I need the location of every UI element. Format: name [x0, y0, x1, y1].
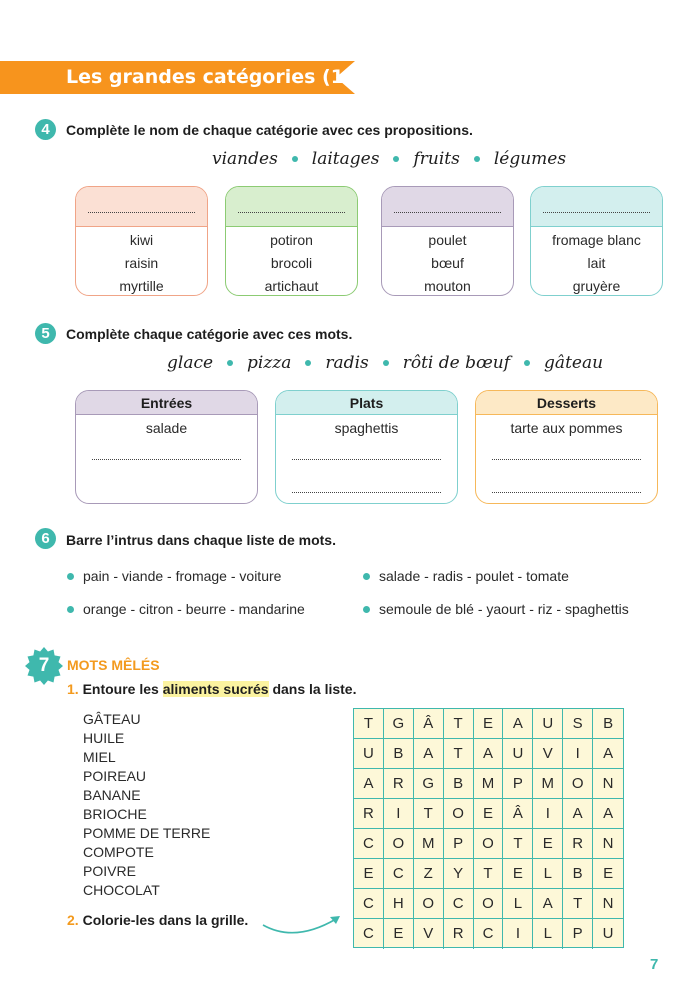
category-box-4	[530, 186, 663, 296]
meal-box-desserts	[475, 390, 658, 504]
grid-cell[interactable]: U	[533, 709, 563, 739]
answer-line[interactable]	[92, 459, 241, 460]
category-answer-field[interactable]	[76, 187, 207, 227]
step-text: Colorie-les dans la grille.	[82, 912, 249, 928]
meal-box-title: Plats	[276, 391, 457, 415]
grid-cell[interactable]: U	[354, 739, 384, 769]
word-list	[83, 710, 210, 900]
grid-cell[interactable]: P	[444, 829, 474, 859]
exercise-4-instruction: Complète le nom de chaque catégorie avec ces propositions.	[66, 122, 473, 138]
exercise-7-badge	[25, 647, 63, 685]
bullet-dot	[305, 360, 311, 366]
category-item: potiron	[270, 232, 313, 248]
category-item: myrtille	[119, 278, 164, 294]
grid-cell[interactable]: Z	[414, 859, 444, 889]
grid-cell[interactable]: M	[533, 769, 563, 799]
grid-cell[interactable]: T	[503, 829, 533, 859]
intrus-list-text: salade - radis - poulet - tomate	[379, 568, 569, 584]
grid-row	[354, 829, 623, 859]
category-item: brocoli	[270, 255, 313, 271]
grid-cell[interactable]: A	[354, 769, 384, 799]
bullet-dot	[383, 360, 389, 366]
category-items	[382, 227, 513, 296]
category-item: mouton	[424, 278, 471, 294]
grid-cell[interactable]: C	[354, 829, 384, 859]
category-answer-field[interactable]	[531, 187, 662, 227]
word-bank-item: glace	[167, 353, 214, 373]
answer-line[interactable]	[492, 492, 641, 493]
grid-cell[interactable]: G	[414, 769, 444, 799]
grid-row	[354, 919, 623, 949]
intrus-list-3[interactable]	[67, 601, 305, 617]
category-items	[76, 227, 207, 296]
grid-cell[interactable]: B	[384, 739, 414, 769]
meal-box-example: salade	[145, 420, 188, 436]
grid-cell[interactable]: E	[503, 859, 533, 889]
grid-cell[interactable]: T	[444, 739, 474, 769]
grid-cell[interactable]: O	[474, 889, 504, 919]
page-number: 7	[650, 956, 659, 973]
word-list-item[interactable]: GÂTEAU	[83, 711, 141, 727]
exercise-5-number: 5	[35, 323, 56, 344]
grid-cell[interactable]: I	[503, 919, 533, 949]
exercise-7-title: MOTS MÊLÉS	[67, 657, 160, 673]
exercise-7-step-2	[67, 912, 248, 928]
grid-cell[interactable]: A	[414, 739, 444, 769]
category-item: kiwi	[129, 232, 154, 248]
grid-cell[interactable]: T	[414, 799, 444, 829]
grid-cell[interactable]: E	[474, 709, 504, 739]
grid-cell[interactable]: A	[593, 739, 623, 769]
grid-cell[interactable]: A	[593, 799, 623, 829]
word-bank-item: laitages	[311, 149, 380, 169]
category-item: raisin	[124, 255, 159, 271]
bullet-dot	[363, 606, 370, 613]
title-banner	[0, 61, 355, 94]
word-list-item[interactable]: POMME DE TERRE	[83, 825, 211, 841]
grid-cell[interactable]: B	[444, 769, 474, 799]
bullet-dot	[227, 360, 233, 366]
grid-cell[interactable]: T	[444, 709, 474, 739]
grid-row	[354, 859, 623, 889]
dotted-line	[394, 212, 501, 213]
intrus-list-text: pain - viande - fromage - voiture	[83, 568, 282, 584]
category-answer-field[interactable]	[382, 187, 513, 227]
highlighted-text: aliments sucrés	[162, 681, 269, 697]
word-list-item[interactable]: BRIOCHE	[83, 806, 147, 822]
word-list-item[interactable]: HUILE	[83, 730, 125, 746]
grid-cell[interactable]: O	[384, 829, 414, 859]
grid-cell[interactable]: C	[354, 889, 384, 919]
answer-line[interactable]	[492, 459, 641, 460]
word-list-item[interactable]: COMPOTE	[83, 844, 154, 860]
grid-cell[interactable]: P	[503, 769, 533, 799]
grid-cell[interactable]: V	[533, 739, 563, 769]
category-item: fromage blanc	[552, 232, 641, 248]
grid-cell[interactable]: A	[503, 709, 533, 739]
category-box-2	[225, 186, 358, 296]
dotted-line	[88, 212, 195, 213]
exercise-5-instruction: Complète chaque catégorie avec ces mots.	[66, 326, 353, 342]
exercise-5-word-bank	[167, 353, 603, 373]
grid-cell[interactable]: T	[354, 709, 384, 739]
grid-cell[interactable]: B	[563, 859, 593, 889]
exercise-6-instruction: Barre l’intrus dans chaque liste de mots.	[66, 532, 336, 548]
exercise-7-number: 7	[38, 655, 50, 676]
step-text: dans la liste.	[272, 681, 357, 697]
bullet-dot	[393, 156, 399, 162]
grid-cell[interactable]: E	[474, 799, 504, 829]
arrow-icon	[260, 905, 345, 940]
grid-cell[interactable]: O	[474, 829, 504, 859]
grid-cell[interactable]: R	[444, 919, 474, 949]
grid-row	[354, 709, 623, 739]
intrus-list-4[interactable]	[363, 601, 629, 617]
word-bank-item: fruits	[413, 149, 460, 169]
category-item: poulet	[428, 232, 467, 248]
grid-cell[interactable]: R	[563, 829, 593, 859]
grid-cell[interactable]: R	[354, 799, 384, 829]
grid-cell[interactable]: C	[474, 919, 504, 949]
grid-cell[interactable]: Â	[503, 799, 533, 829]
grid-cell[interactable]: N	[593, 889, 623, 919]
exercise-4-number: 4	[35, 119, 56, 140]
category-box-1	[75, 186, 208, 296]
word-list-item[interactable]: CHOCOLAT	[83, 882, 160, 898]
meal-box-title: Desserts	[476, 391, 657, 415]
meal-box-entrees	[75, 390, 258, 504]
intrus-list-text: orange - citron - beurre - mandarine	[83, 601, 305, 617]
bullet-dot	[292, 156, 298, 162]
intrus-list-2[interactable]	[363, 568, 569, 584]
grid-cell[interactable]: A	[563, 799, 593, 829]
exercise-7-step-1	[67, 681, 357, 697]
word-bank-item: gâteau	[544, 353, 604, 373]
answer-line[interactable]	[292, 492, 441, 493]
grid-row	[354, 769, 623, 799]
grid-cell[interactable]: E	[384, 919, 414, 949]
grid-cell[interactable]: O	[444, 799, 474, 829]
category-items	[226, 227, 357, 296]
dotted-line	[238, 212, 345, 213]
grid-cell[interactable]: C	[354, 919, 384, 949]
grid-cell[interactable]: T	[474, 859, 504, 889]
category-box-3	[381, 186, 514, 296]
dotted-line	[543, 212, 650, 213]
word-list-item[interactable]: BANANE	[83, 787, 141, 803]
meal-box-example: spaghettis	[334, 420, 399, 436]
intrus-list-1[interactable]	[67, 568, 281, 584]
grid-cell[interactable]: E	[533, 829, 563, 859]
bullet-dot	[67, 606, 74, 613]
step-number: 1.	[67, 681, 79, 697]
grid-cell[interactable]: I	[563, 739, 593, 769]
category-items	[531, 227, 662, 296]
grid-cell[interactable]: L	[533, 919, 563, 949]
grid-cell[interactable]: U	[503, 739, 533, 769]
grid-cell[interactable]: U	[602, 925, 614, 942]
grid-cell[interactable]: M	[474, 769, 504, 799]
word-bank-item: légumes	[493, 149, 567, 169]
word-list-item[interactable]: MIEL	[83, 749, 116, 765]
word-bank-item: viandes	[212, 149, 278, 169]
grid-cell[interactable]: T	[563, 889, 593, 919]
word-search-grid	[353, 708, 624, 948]
bullet-dot	[67, 573, 74, 580]
grid-cell[interactable]: E	[593, 859, 623, 889]
step-number: 2.	[67, 912, 79, 928]
bullet-dot	[524, 360, 530, 366]
bullet-dot	[474, 156, 480, 162]
grid-cell[interactable]: N	[593, 769, 623, 799]
meal-box-title: Entrées	[76, 391, 257, 415]
grid-row	[354, 739, 623, 769]
grid-cell[interactable]: C	[444, 889, 474, 919]
grid-row	[354, 889, 623, 919]
grid-cell[interactable]: I	[533, 799, 563, 829]
category-item: bœuf	[431, 255, 464, 271]
meal-box-example: tarte aux pommes	[510, 420, 623, 436]
word-bank-item: radis	[325, 353, 369, 373]
page-title: Les grandes catégories (1)	[66, 66, 353, 88]
grid-cell[interactable]: A	[533, 889, 563, 919]
grid-cell[interactable]: Y	[444, 859, 474, 889]
answer-line[interactable]	[292, 459, 441, 460]
grid-cell[interactable]: M	[414, 829, 444, 859]
word-bank-item: rôti de bœuf	[402, 353, 511, 373]
grid-cell[interactable]: L	[533, 859, 563, 889]
exercise-4-word-bank	[212, 149, 566, 169]
grid-cell[interactable]: V	[414, 919, 444, 949]
intrus-list-text: semoule de blé - yaourt - riz - spaghettis	[379, 601, 629, 617]
grid-row	[354, 799, 623, 829]
grid-cell[interactable]: O	[414, 889, 444, 919]
grid-cell[interactable]: N	[593, 829, 623, 859]
category-answer-field[interactable]	[226, 187, 357, 227]
category-item: artichaut	[264, 278, 319, 294]
grid-cell[interactable]: R	[384, 769, 414, 799]
step-text: Entoure les	[82, 681, 159, 697]
exercise-6-number: 6	[35, 528, 56, 549]
grid-cell[interactable]: E	[354, 859, 384, 889]
grid-cell[interactable]: B	[593, 709, 623, 739]
grid-cell[interactable]: A	[474, 739, 504, 769]
grid-cell[interactable]: H	[384, 889, 414, 919]
word-list-item[interactable]: POIVRE	[83, 863, 136, 879]
bullet-dot	[363, 573, 370, 580]
word-bank-item: pizza	[247, 353, 292, 373]
grid-cell[interactable]: S	[563, 709, 593, 739]
word-list-item[interactable]: POIREAU	[83, 768, 147, 784]
meal-box-plats	[275, 390, 458, 504]
grid-cell[interactable]: G	[384, 709, 414, 739]
grid-cell[interactable]: Â	[414, 709, 444, 739]
grid-cell[interactable]: O	[563, 769, 593, 799]
grid-cell[interactable]: I	[384, 799, 414, 829]
grid-cell[interactable]: C	[384, 859, 414, 889]
category-item: gruyère	[572, 278, 621, 294]
grid-cell[interactable]: P	[563, 919, 593, 949]
grid-cell[interactable]: L	[503, 889, 533, 919]
category-item: lait	[587, 255, 606, 271]
